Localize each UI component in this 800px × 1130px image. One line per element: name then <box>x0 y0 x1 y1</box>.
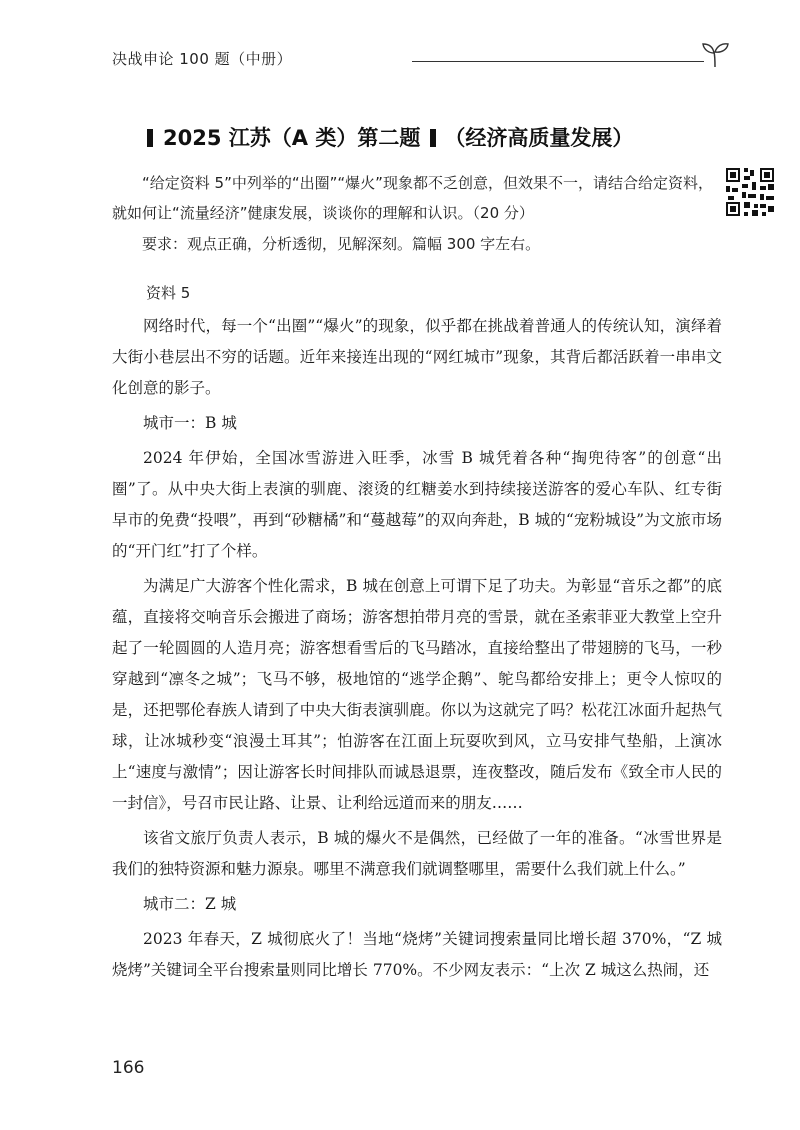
material-body <box>112 311 722 990</box>
material-label: 资料 5 <box>146 284 191 302</box>
qr-code-icon[interactable] <box>724 166 776 218</box>
question-prompt: “给定资料 5”中列举的“出圈”“爆火”现象都不乏创意，但效果不一，请结合给定资料，就如何让“流量经济”健康发展，谈谈你的理解和认识。（20 分） <box>112 174 713 222</box>
material-paragraph: 网络时代，每一个“出圈”“爆火”的现象，似乎都在挑战着普通人的传统认知，演绎着大街小巷层出不穷的话题。近年来接连出现的“网红城市”现象，其背后都活跃着一串串文化创意的影子。 <box>112 317 722 397</box>
question-prompt-block <box>112 168 717 228</box>
question-topic: （经济高质量发展） <box>444 126 634 150</box>
heading-bar-left <box>147 129 153 147</box>
material-subheading: 城市二：Z 城 <box>143 895 237 913</box>
book-title: 决战申论 100 题（中册） <box>112 50 293 68</box>
material-paragraph: 2024 年伊始，全国冰雪游进入旺季，冰雪 B 城凭着各种“掏兜待客”的创意“出圈”了。从中央大街上表演的驯鹿、滚烫的红糖姜水到持续接送游客的爱心车队、红专街早市的免费“投喂”，再到“砂糖橘”和“蔓越莓”的双向奔赴，B 城的“宠粉城设”为文旅市场的“开门红”打了个样。 <box>112 449 722 560</box>
material-paragraph: 该省文旅厅负责人表示，B 城的爆火不是偶然，已经做了一年的准备。“冰雪世界是我们的独特资源和魅力源泉。哪里不满意我们就调整哪里，需要什么我们就上什么。” <box>112 829 722 878</box>
material-paragraph: 为满足广大游客个性化需求，B 城在创意上可谓下足了功夫。为彰显“音乐之都”的底蕴，直接将交响音乐会搬进了商场；游客想拍带月亮的雪景，就在圣索菲亚大教堂上空升起了一轮圆圆的人造月亮；游客想看雪后的飞马踏冰，直接给整出了带翅膀的飞马，一秒穿越到“凛冬之城”；飞马不够，极地馆的“逃学企鹅”、鸵鸟都给安排上；更令人惊叹的是，还把鄂伦春族人请到了中央大街表演驯鹿。你以为这就完了吗？松花江冰面升起热气球，让冰城秒变“浪漫土耳其”；怕游客在江面上玩耍吹到风，立马安排气垫船，上演冰上“速度与激情”；因让游客长时间排队而诚恳退票，连夜整改，随后发布《致全市人民的一封信》，号召市民让路、让景、让利给远道而来的朋友…… <box>112 577 722 812</box>
question-heading <box>147 122 633 152</box>
heading-bar-right <box>430 129 436 147</box>
sprout-icon <box>700 40 730 68</box>
page-number: 166 <box>112 1058 145 1078</box>
material-subheading: 城市一：B 城 <box>143 414 237 432</box>
running-header <box>112 38 732 78</box>
material-paragraph: 2023 年春天，Z 城彻底火了！当地“烧烤”关键词搜索量同比增长超 370%，“Z 城烧烤”关键词全平台搜索量则同比增长 770%。不少网友表示：“上次 Z 城这么热闹，还 <box>112 930 722 979</box>
answer-requirement: 要求：观点正确，分析透彻，见解深刻。篇幅 300 字左右。 <box>142 235 541 253</box>
question-title: 2025 江苏（A 类）第二题 <box>163 126 421 150</box>
header-divider <box>412 61 704 62</box>
